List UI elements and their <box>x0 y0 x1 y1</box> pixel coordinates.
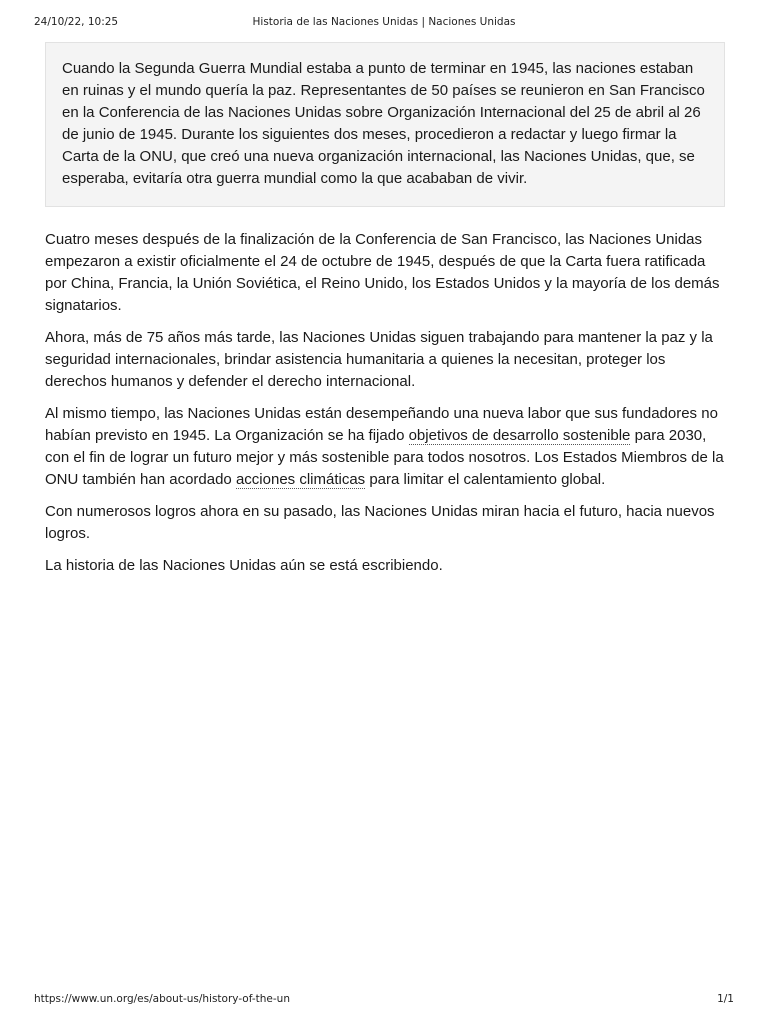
article-content <box>45 42 725 587</box>
article-body <box>45 229 725 577</box>
paragraph-4: Con numerosos logros ahora en su pasado, las Naciones Unidas miran hacia el futuro, hacia nuevos logros. <box>45 503 715 542</box>
print-url: https://www.un.org/es/about-us/history-of-the-un <box>34 993 290 1005</box>
print-date: 24/10/22, 10:25 <box>34 16 119 28</box>
climate-action-link[interactable]: acciones climáticas <box>235 471 366 488</box>
paragraph-3 <box>45 403 725 491</box>
page-number: 1/1 <box>717 993 734 1005</box>
paragraph-5: La historia de las Naciones Unidas aún se está escribiendo. <box>45 557 443 574</box>
print-page-title: Historia de las Naciones Unidas | Naciones Unidas <box>252 16 516 28</box>
sustainable-goals-link[interactable]: objetivos de desarrollo sostenible <box>408 427 631 444</box>
paragraph-3-text-3: para limitar el calentamiento global. <box>365 471 606 488</box>
intro-box: Cuando la Segunda Guerra Mundial estaba a punto de terminar en 1945, las naciones estaban en ruinas y el mundo quería la paz. Representantes de 50 países se reunieron en San Francisco en la Conferencia de las Naciones Unidas sobre Organización Internacional del 25 de abril al 26 de junio de 1945. Durante los siguientes dos meses, procedieron a redactar y luego firmar la Carta de la ONU, que creó una nueva organización internacional, las Naciones Unidas, que, se esperaba, evitaría otra guerra mundial como la que acababan de vivir. <box>45 42 725 207</box>
paragraph-1: Cuatro meses después de la finalización de la Conferencia de San Francisco, las Naciones Unidas empezaron a existir oficialmente el 24 de octubre de 1945, después de que la Carta fuera ratificada por China, Francia, la Unión Soviética, el Reino Unido, los Estados Unidos y la mayoría de los demás signatarios. <box>45 231 720 314</box>
paragraph-3-text-1: Al mismo tiempo, las Naciones Unidas están desempeñando una nueva labor que sus fundadores no habían previsto en 1945. La Organización se ha fijado <box>45 405 718 444</box>
paragraph-3-text-2: para 2030, con el fin de lograr un futuro mejor y más sostenible para todos nosotros. Los Estados Miembros de la ONU también han acordado <box>45 427 724 488</box>
paragraph-2: Ahora, más de 75 años más tarde, las Naciones Unidas siguen trabajando para mantener la paz y la seguridad internacionales, brindar asistencia humanitaria a quienes la necesitan, proteger los derechos humanos y defender el derecho internacional. <box>45 329 713 390</box>
